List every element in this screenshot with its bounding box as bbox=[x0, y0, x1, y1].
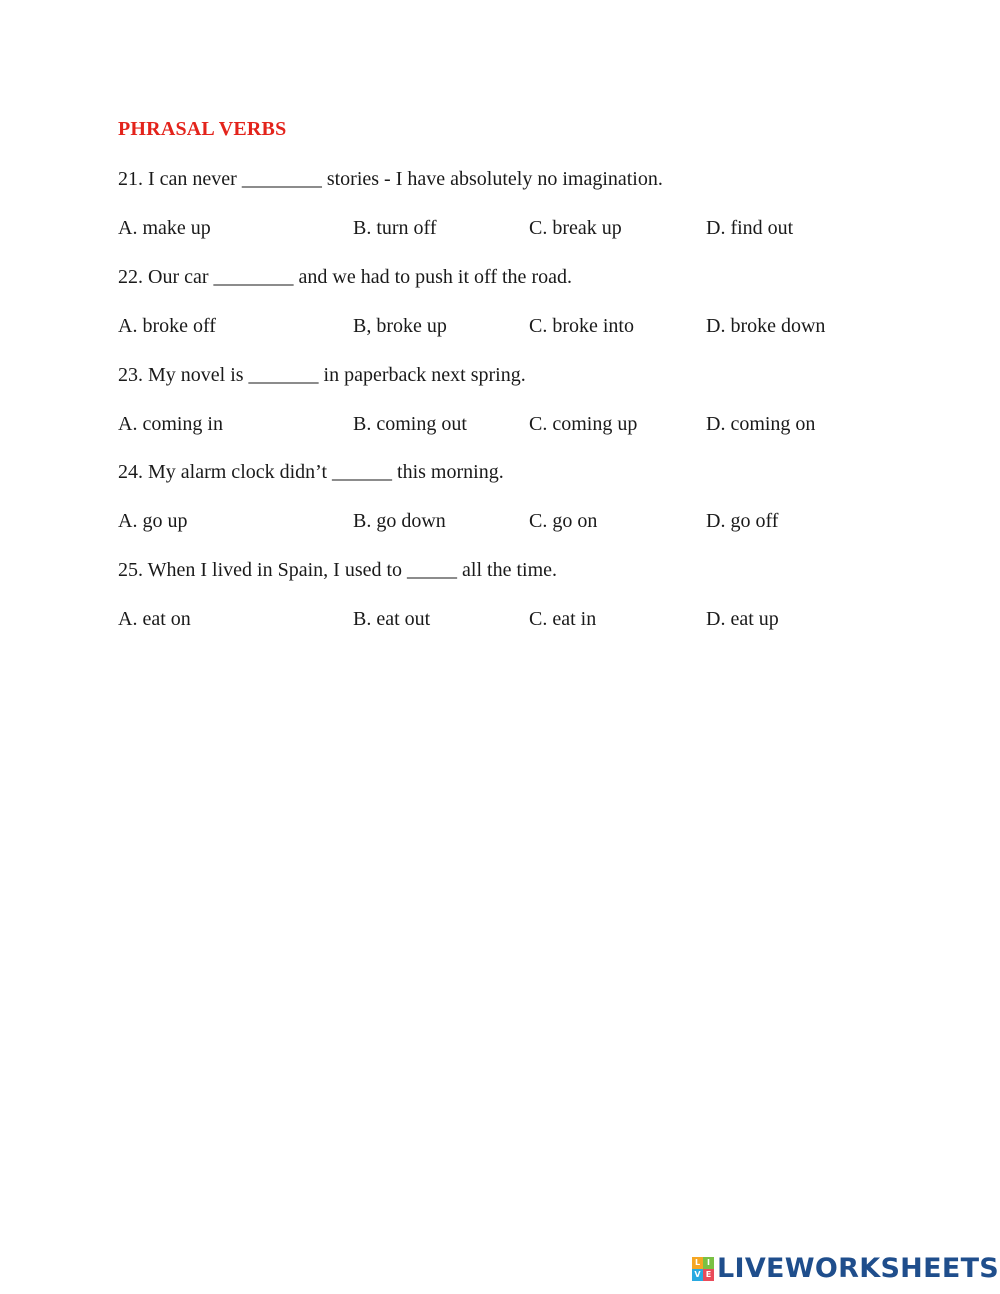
option-25-d[interactable]: D. eat up bbox=[706, 608, 779, 630]
logo-text: LIVEWORKSHEETS bbox=[717, 1253, 1000, 1284]
logo-mark-icon bbox=[692, 1257, 714, 1281]
logo-letter-i: I bbox=[703, 1257, 714, 1269]
option-22-a[interactable]: A. broke off bbox=[118, 315, 216, 337]
question-22: 22. Our car ________ and we had to push it off the road. bbox=[118, 266, 572, 288]
option-24-d[interactable]: D. go off bbox=[706, 510, 779, 532]
option-24-c[interactable]: C. go on bbox=[529, 510, 598, 532]
question-21: 21. I can never ________ stories - I have absolutely no imagination. bbox=[118, 168, 663, 190]
options-25 bbox=[118, 608, 918, 634]
option-22-c[interactable]: C. broke into bbox=[529, 315, 634, 337]
option-22-b[interactable]: B, broke up bbox=[353, 315, 447, 337]
option-23-d[interactable]: D. coming on bbox=[706, 413, 816, 435]
option-23-b[interactable]: B. coming out bbox=[353, 413, 467, 435]
liveworksheets-logo bbox=[692, 1254, 999, 1284]
option-21-a[interactable]: A. make up bbox=[118, 217, 211, 239]
question-23: 23. My novel is _______ in paperback next spring. bbox=[118, 364, 526, 386]
logo-letter-v: V bbox=[692, 1269, 703, 1281]
options-23 bbox=[118, 413, 918, 439]
option-21-d[interactable]: D. find out bbox=[706, 217, 794, 239]
option-21-c[interactable]: C. break up bbox=[529, 217, 622, 239]
option-21-b[interactable]: B. turn off bbox=[353, 217, 437, 239]
options-22 bbox=[118, 315, 918, 341]
logo-letter-e: E bbox=[703, 1269, 714, 1281]
option-23-a[interactable]: A. coming in bbox=[118, 413, 223, 435]
logo-letter-l: L bbox=[692, 1257, 703, 1269]
page-title: PHRASAL VERBS bbox=[118, 118, 287, 140]
option-23-c[interactable]: C. coming up bbox=[529, 413, 638, 435]
option-25-a[interactable]: A. eat on bbox=[118, 608, 191, 630]
options-21 bbox=[118, 217, 918, 243]
option-25-c[interactable]: C. eat in bbox=[529, 608, 597, 630]
option-22-d[interactable]: D. broke down bbox=[706, 315, 826, 337]
question-24: 24. My alarm clock didn’t ______ this morning. bbox=[118, 461, 504, 483]
option-24-a[interactable]: A. go up bbox=[118, 510, 188, 532]
option-24-b[interactable]: B. go down bbox=[353, 510, 446, 532]
option-25-b[interactable]: B. eat out bbox=[353, 608, 431, 630]
options-24 bbox=[118, 510, 918, 536]
question-25: 25. When I lived in Spain, I used to _____ all the time. bbox=[118, 559, 558, 581]
